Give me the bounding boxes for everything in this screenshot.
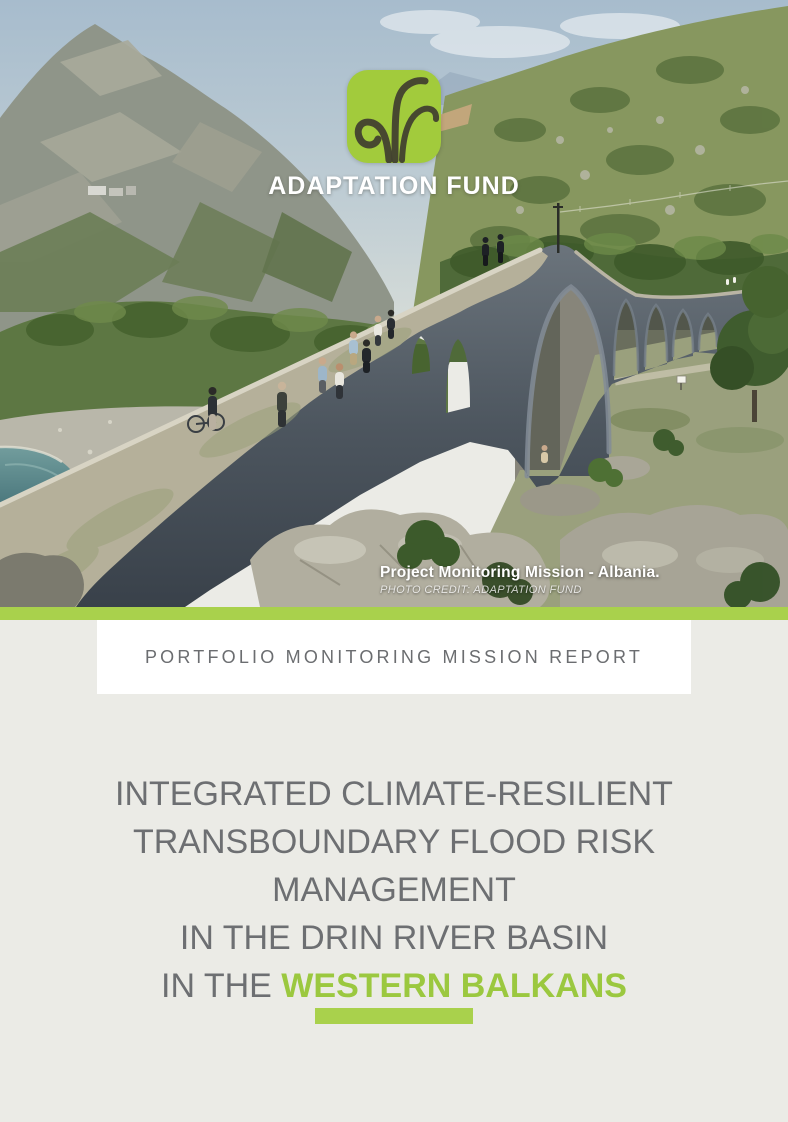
walker-figure — [374, 316, 382, 346]
af-fronds-icon — [347, 70, 441, 163]
title-highlight: WESTERN BALKANS — [281, 967, 627, 1005]
walker-figure — [387, 310, 395, 339]
green-accent-rectangle — [315, 1008, 473, 1024]
caption-text: Project Monitoring Mission - Albania. — [380, 564, 660, 581]
photo-credit-text: PHOTO CREDIT: ADAPTATION FUND — [380, 584, 582, 596]
title-line-3: MANAGEMENT — [272, 871, 516, 909]
title-line-2: TRANSBOUNDARY FLOOD RISK — [132, 823, 656, 861]
title-line-5 — [29, 962, 759, 1010]
walker-figure — [362, 339, 371, 373]
title-line-1: INTEGRATED CLIMATE-RESILIENT — [115, 775, 673, 813]
walker-figure — [335, 363, 344, 399]
title-line-5-prefix: IN THE — [161, 967, 282, 1005]
report-title — [29, 770, 759, 1010]
brand-name: ADAPTATION FUND — [268, 172, 520, 200]
title-line-4: IN THE DRIN RIVER BASIN — [179, 919, 609, 957]
green-divider-bar — [0, 607, 788, 620]
sitting-figure — [541, 445, 548, 463]
report-type-banner — [97, 620, 691, 694]
report-type-label: PORTFOLIO MONITORING MISSION REPORT — [144, 646, 644, 667]
photo-caption — [380, 564, 710, 596]
walker-figure — [318, 357, 327, 393]
adaptation-fund-logo — [347, 70, 441, 163]
walker-figure — [349, 331, 358, 365]
